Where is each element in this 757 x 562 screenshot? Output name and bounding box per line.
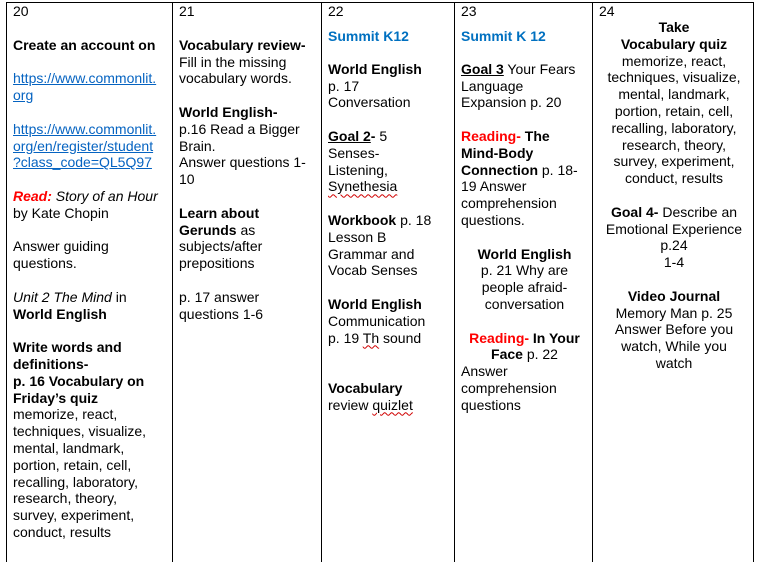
- goal-4-block: [599, 204, 749, 271]
- goal-2-dash: -: [370, 127, 376, 144]
- sound-word: sound: [379, 329, 422, 346]
- reading-2-title: In Your Face: [491, 329, 580, 363]
- reading-label: Reading-: [461, 127, 521, 144]
- world-english-heading: World English: [477, 245, 572, 262]
- goal-2-label: Goal 2: [328, 127, 371, 144]
- workbook-heading: Workbook: [328, 211, 397, 228]
- answer-guiding: Answer guiding questions.: [13, 238, 109, 272]
- world-english-desc: p.16 Read a Bigger Brain. Answer questions 1- 10: [179, 120, 306, 188]
- day-number: 21: [179, 3, 195, 19]
- video-journal-heading: Video Journal: [627, 287, 721, 304]
- goal-2-desc: 5 Senses- Listening,: [328, 127, 388, 178]
- reading-2-label: Reading-: [469, 329, 530, 346]
- gerunds-heading: Learn about Gerunds: [179, 204, 260, 238]
- goal-2-block: [328, 128, 450, 178]
- day-24-cell: [592, 2, 754, 562]
- commonlit-register-link[interactable]: https://www.commonlit. org/en/register/student ?class_code=QL5Q97: [13, 120, 157, 171]
- goal-3-label: Goal 3: [461, 60, 504, 77]
- communication-block: [328, 313, 450, 347]
- goal-3-block: [461, 61, 588, 111]
- unit-title: Unit 2 The Mind: [13, 288, 112, 305]
- vocabulary-heading: Vocabulary: [328, 379, 403, 396]
- day-22-cell: [321, 2, 454, 562]
- reading-2-desc: Answer comprehension questions: [461, 363, 557, 413]
- reading-2-page: p. 22: [522, 346, 558, 363]
- day-number: 20: [13, 3, 29, 19]
- day-number: 23: [461, 3, 477, 19]
- vocab-review-desc: Fill in the missing vocabulary words.: [179, 53, 292, 87]
- review-word: review: [328, 396, 373, 413]
- p17-answer: p. 17 answer questions 1-6: [179, 288, 264, 322]
- write-words-heading: Write words and definitions- p. 16 Vocabulary on Friday’s quiz: [13, 339, 145, 406]
- goal-3-desc: Your Fears Language Expansion p. 20: [461, 60, 576, 111]
- commonlit-link[interactable]: https://www.commonlit. org: [13, 70, 157, 104]
- reading-title: The Mind-Body Connection: [461, 127, 550, 178]
- reading-2-block: [461, 330, 588, 364]
- th-word: Th: [362, 329, 380, 346]
- day-23-cell: [454, 2, 592, 562]
- gerunds-block: [179, 205, 317, 272]
- day-20-cell: [6, 2, 172, 562]
- day-number: 24: [599, 3, 615, 19]
- reading-block: [461, 128, 588, 229]
- quizlet-word: quizlet: [372, 396, 413, 413]
- day-21-cell: [172, 2, 321, 562]
- unit-line: [13, 289, 168, 306]
- goal-4-desc: Describe an Emotional Experience p.24 1-4: [605, 203, 743, 271]
- world-english-heading: World English-: [179, 103, 278, 120]
- world-english-heading-2: World English: [328, 295, 422, 312]
- story-title: Story of an Hour: [51, 187, 158, 204]
- world-english-desc: p. 21 Why are people afraid- conversation: [480, 262, 569, 312]
- vocab-review-heading: Vocabulary review-: [179, 36, 306, 53]
- workbook-desc: p. 18 Lesson B Grammar and Vocab Senses: [328, 211, 432, 279]
- communication-desc: Communication p. 19: [328, 312, 426, 346]
- gerunds-desc: as subjects/after prepositions: [179, 221, 263, 272]
- unit-in: in: [111, 288, 127, 305]
- quiz-word-list: memorize, react, techniques, visualize, mental, landmark, portion, retain, cell, recalling, laboratory, research, theory, survey, experiment, conduct, results: [607, 52, 741, 187]
- synesthesia-word: Synethesia: [328, 178, 398, 195]
- vocab-word-list: memorize, react, techniques, visualize, mental, landmark, portion, retain, cell, recalling, laboratory, research, theory, survey, experiment, conduct, results: [13, 406, 147, 540]
- world-english-desc: p. 17 Conversation: [328, 77, 411, 111]
- goal-4-label: Goal 4-: [610, 203, 659, 220]
- unit-book: World English: [13, 305, 107, 322]
- workbook-block: [328, 212, 450, 279]
- create-account-label: Create an account on: [13, 36, 156, 53]
- day-number: 22: [328, 3, 344, 19]
- summit-k12-heading: Summit K12: [328, 28, 409, 44]
- review-quizlet: [328, 397, 450, 414]
- take-quiz-heading: Take Vocabulary quiz: [620, 19, 728, 52]
- video-journal-desc: Memory Man p. 25 Answer Before you watch, While you watch: [614, 304, 734, 371]
- story-author: by Kate Chopin: [13, 204, 109, 221]
- read-assignment: [13, 188, 168, 205]
- world-english-heading: World English: [328, 60, 422, 77]
- read-label: Read:: [13, 187, 52, 204]
- reading-desc: p. 18- 19 Answer comprehension questions.: [461, 161, 578, 228]
- summit-k12-heading: Summit K 12: [461, 28, 546, 44]
